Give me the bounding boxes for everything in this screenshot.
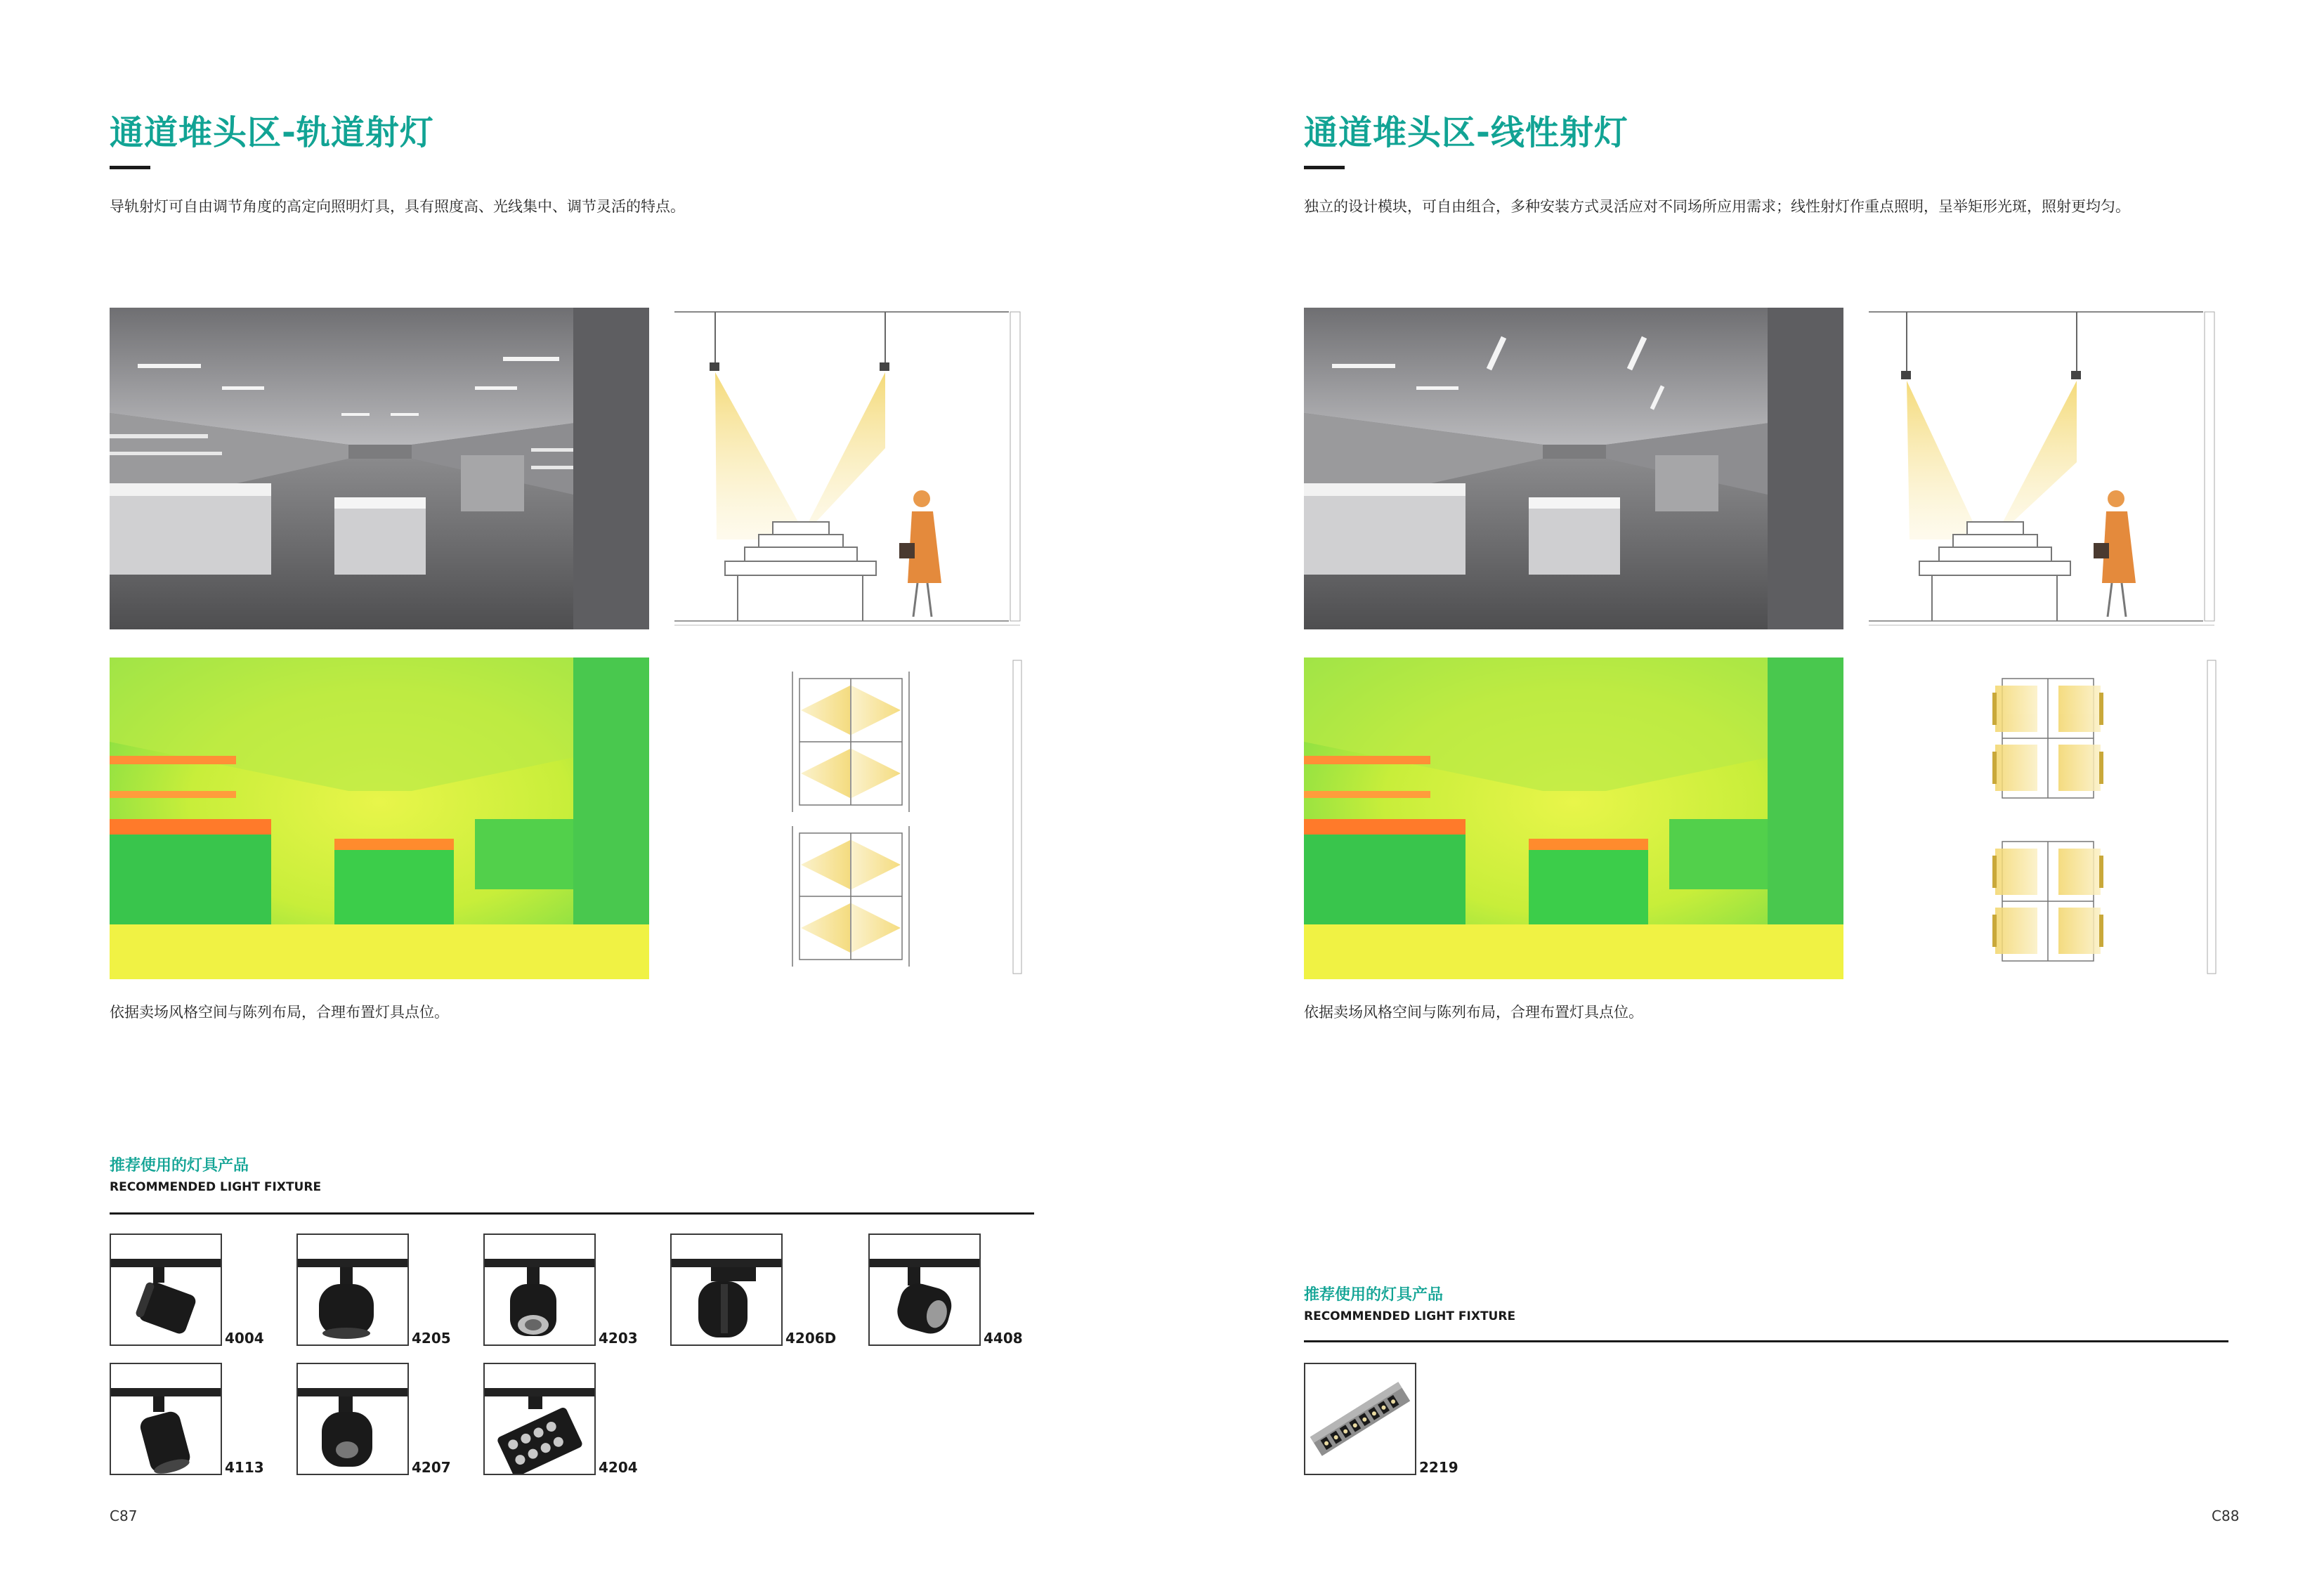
recommend-divider <box>1304 1340 2228 1342</box>
recommend-heading-cn: 推荐使用的灯具产品 <box>1304 1286 1444 1304</box>
plan-drawing <box>1869 657 2228 979</box>
product-tile-4408[interactable] <box>868 1234 981 1346</box>
recommend-divider <box>110 1212 1034 1215</box>
layout-caption: 依据卖场风格空间与陈列布局，合理布置灯具点位。 <box>1304 1004 1643 1021</box>
page-title: 通道堆头区-轨道射灯 <box>110 113 434 152</box>
page-title: 通道堆头区-线性射灯 <box>1304 113 1628 152</box>
product-tile-4113[interactable] <box>110 1363 222 1475</box>
product-tile-4204[interactable] <box>483 1363 596 1475</box>
title-underline <box>110 166 150 169</box>
section-drawing <box>674 308 1034 629</box>
grille-spotlight-icon <box>485 1364 594 1474</box>
product-code: 4113 <box>225 1459 264 1476</box>
product-tile-4206D[interactable] <box>670 1234 783 1346</box>
product-tile-4205[interactable] <box>296 1234 409 1346</box>
product-code: 4205 <box>412 1330 451 1347</box>
track-spotlight-icon <box>870 1235 979 1344</box>
track-spotlight-icon <box>298 1235 407 1344</box>
illuminance-heatmap <box>1304 657 1843 979</box>
page-number: C87 <box>110 1507 138 1524</box>
intro-text: 导轨射灯可自由调节角度的高定向照明灯具，具有照度高、光线集中、调节灵活的特点。 <box>110 198 685 215</box>
product-code: 4207 <box>412 1459 451 1476</box>
store-render-grayscale <box>1304 308 1843 629</box>
recommend-heading-en: RECOMMENDED LIGHT FIXTURE <box>1304 1309 1516 1323</box>
product-tile-4207[interactable] <box>296 1363 409 1475</box>
layout-caption: 依据卖场风格空间与陈列布局，合理布置灯具点位。 <box>110 1004 449 1021</box>
track-spotlight-icon <box>298 1364 407 1474</box>
track-spotlight-icon <box>672 1235 781 1344</box>
title-underline <box>1304 166 1345 169</box>
track-spotlight-icon <box>485 1235 594 1344</box>
page-c88 <box>1162 0 2324 1577</box>
product-code: 4004 <box>225 1330 264 1347</box>
track-spotlight-icon <box>111 1364 221 1474</box>
linear-spotlight-icon <box>1305 1364 1415 1474</box>
page-number: C88 <box>2212 1507 2240 1524</box>
recommend-heading-cn: 推荐使用的灯具产品 <box>110 1157 249 1174</box>
product-code: 4204 <box>599 1459 638 1476</box>
product-code: 4408 <box>984 1330 1023 1347</box>
product-tile-2219[interactable] <box>1304 1363 1416 1475</box>
store-render-grayscale <box>110 308 649 629</box>
product-tile-4004[interactable] <box>110 1234 222 1346</box>
product-code: 2219 <box>1419 1459 1458 1476</box>
plan-drawing <box>674 657 1034 979</box>
section-drawing <box>1869 308 2228 629</box>
product-code: 4203 <box>599 1330 638 1347</box>
intro-text: 独立的设计模块，可自由组合，多种安装方式灵活应对不同场所应用需求；线性射灯作重点照明，呈举矩形光斑，照射更均匀。 <box>1304 198 2130 215</box>
track-spotlight-icon <box>111 1235 221 1344</box>
product-tile-4203[interactable] <box>483 1234 596 1346</box>
illuminance-heatmap <box>110 657 649 979</box>
recommend-heading-en: RECOMMENDED LIGHT FIXTURE <box>110 1180 322 1194</box>
product-code: 4206D <box>785 1330 837 1347</box>
